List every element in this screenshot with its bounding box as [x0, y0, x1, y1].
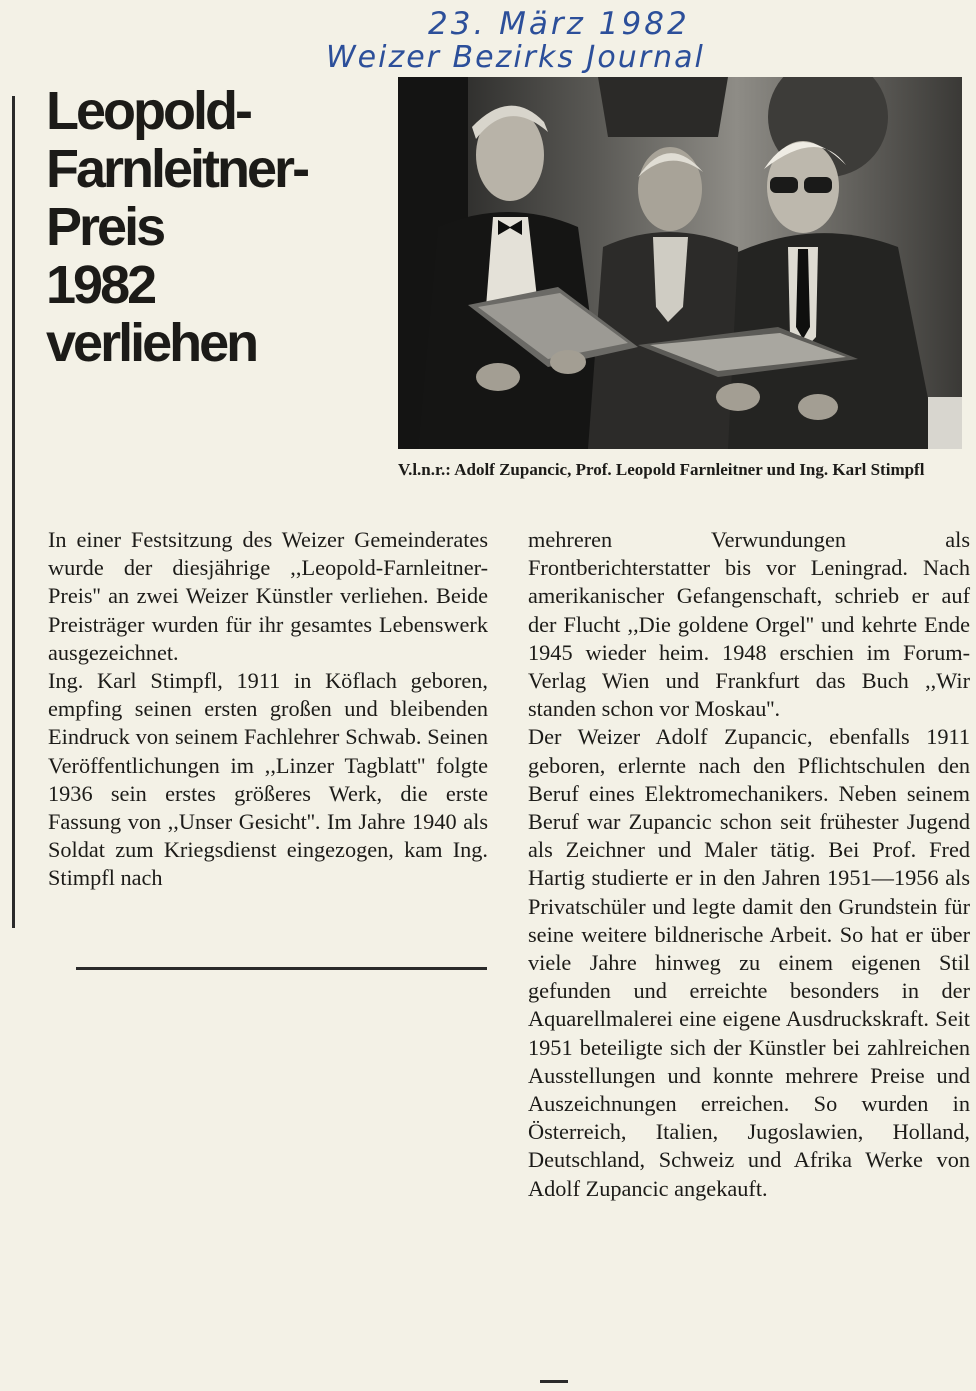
headline-line: 1982	[46, 255, 155, 315]
column-end-rule	[540, 1380, 568, 1383]
article-paragraph: mehreren Verwundungen als Frontberichterstatter bis vor Leningrad. Nach amerikanischer Gefangenschaft, schrieb er auf der Flucht ,,Die goldene Orgel'' und kehrte Ende 1945 wieder heim. 1948 erschien im Forum-Verlag Wien und Frankfurt das Buch ,,Wir standen schon vor Moskau''.	[528, 527, 970, 722]
photo-illustration	[398, 77, 962, 449]
article-paragraph: In einer Festsitzung des Weizer Gemeinderates wurde der diesjährige ,,Leopold-Farnleitner-Preis'' an zwei Weizer Künstler verliehen. Beide Preisträger wurden für ihr gesamtes Lebenswerk ausgezeichnet.	[48, 527, 488, 665]
headline-line: Preis	[46, 197, 164, 257]
handwritten-source-note: Weizer Bezirks Journal	[326, 40, 705, 75]
article-paragraph: Der Weizer Adolf Zupancic, ebenfalls 1911 geboren, erlernte nach den Pflichtschulen den Beruf eines Elektromechanikers. Neben seinem Beruf war Zupancic schon seit frühester Jugend als Zeichner und Maler tätig. Bei Prof. Fred Hartig studierte er in den Jahren 1951—1956 als Privatschüler und legte damit den Grundstein für seine weitere bildnerische Arbeit. So hat er über viele Jahre hinweg zu einem eigenen Stil gefunden und erreichte besonders in der Aquarellmalerei eine eigene Ausdruckskraft. Seit 1951 beteiligte sich der Künstler bei zahlreichen Ausstellungen und konnte mehrere Preise und Auszeichnungen erreichen. So wurden in Österreich, Italien, Jugoslawien, Holland, Deutschland, Schweiz und Afrika Werke von Adolf Zupancic angekauft.	[528, 724, 970, 1201]
handwritten-date-note: 23. März 1982	[428, 6, 690, 42]
headline-line: Farnleitner-	[46, 139, 308, 199]
article-photo	[398, 77, 962, 449]
left-margin-rule	[12, 96, 15, 928]
column-end-rule	[76, 967, 487, 970]
article-column-2	[528, 526, 970, 1203]
article-paragraph: Ing. Karl Stimpfl, 1911 in Köflach geboren, empfing seinen ersten großen und bleibenden Eindruck von seinem Fachlehrer Schwab. Seinen Veröffentlichungen im ,,Linzer Tagblatt'' folgte 1936 sein erstes größeres Werk, die erste Fassung von ,,Unser Gesicht''. Im Jahre 1940 als Soldat zum Kriegsdienst eingezogen, kam Ing. Stimpfl nach	[48, 668, 488, 891]
headline-line: verliehen	[46, 313, 257, 373]
photo-caption: V.l.n.r.: Adolf Zupancic, Prof. Leopold Farnleitner und Ing. Karl Stimpfl	[398, 460, 925, 479]
headline-line: Leopold-	[46, 81, 250, 141]
headline	[46, 82, 396, 372]
article-column-1	[48, 526, 488, 893]
